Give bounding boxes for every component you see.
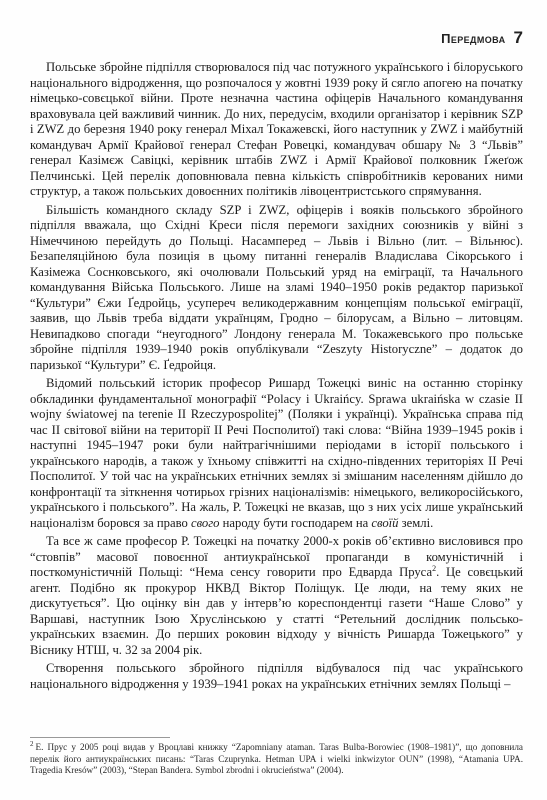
body-text	[30, 60, 523, 695]
paragraph	[30, 534, 523, 658]
footnote	[30, 739, 523, 777]
paragraph	[30, 203, 523, 374]
footnote-text: Е. Прус у 2005 році видав у Вроцлаві книжку “Zapomniany ataman. Taras Bulba-Borowiec (1908–1981)”, що доповнила перелік його антиукраїнських писань: “Taras Czuprynka. Hetman UPA i wielki inkwizytor OUN” (1998), “Atamania UPA. Tragedia Kresów” (2003), “Stepan Bandera. Symbol zbrodni i okrucieństwa” (2004).	[30, 742, 523, 775]
text-run: Створення польського збройного підпілля відбувалося під час українського національного відродження у 1939–1941 роках на українських етнічних землях Польщі –	[30, 661, 523, 691]
text-run: народу бути господарем на	[219, 515, 372, 530]
paragraph	[30, 60, 523, 200]
text-run: Та все ж саме професор Р. Тожецкі на початку 2000-х років об’єктивно висловився про “стовпів” масової повоєнної антиукраїнської пропаганди в комуністичній і посткомуністичній Польщі: “Нема сенсу говорити про Едварда Пруса	[30, 534, 523, 579]
footnotes	[30, 737, 523, 777]
emphasis: свого	[190, 515, 220, 530]
text-run: . Це совєцький агент. Подібно як прокурор НКВД Віктор Поліщук. Це люди, на тему яких не дискутується”. Цю оцінку він дав у інтерв’ю кореспондентці газети “Наше Слово” у Варшаві, наступник Ізою Хруслінською у статті “Ретельний дослідник польсько-українських взаємин. До перших роковин відходу у вічність Ришарда Тожецького” у Віснику НТШ, ч. 32 за 2004 рік.	[30, 565, 523, 657]
footnote-reference: 2	[432, 563, 437, 573]
text-run: Більшість командного складу SZP і ZWZ, офіцерів і вояків польського збройного підпілля вважала, що Східні Креси після перемоги західних союзників у війні з Німеччиною перейдуть до Польщі. Насамперед – Львів і Вільно (лит. – Вільнюс). Безапеляційною була позиція в цьому питанні генералів Владислава Сікорського і Казімежа Соснковського, які очолювали Польський уряд на еміграції, та Начального командування Війська Польського. Лише на зламі 1940–1950 років редактор паризької “Культури” Єжи Ґедройць, усупереч великодержавним концепціям польської еміграції, заявив, що Львів треба віддати українцям, Гродно – білорусам, а Вільно – литовцям. Невипадково спогади “неугодного” Лондону генерала М. Токажевського про польське збройне підпілля 1939–1940 років опублікували “Zeszyty Historyczne” – додаток до паризької “Культури” Є. Ґедройця.	[30, 202, 523, 372]
footnote-rule	[30, 737, 170, 738]
text-run: землі.	[398, 515, 434, 530]
running-header	[441, 27, 523, 49]
text-run: Відомий польський історик професор Ришард Тожецкі виніс на останню сторінку обкладинки фундаментальної монографії “Polacy i Ukraińcy. Sprawa ukraińska w czasie II wojny światowej na terenie II Rzeczypospolitej” (Поляки і українці). Українська справа під час ІІ світової війни на території ІІ Речі Посполитої) такі слова: “Війна 1939–1945 років і наступні 1945–1947 роки були найтрагічнішими періодами в історії польського і українського народів, а також у їхньому співжитті на східно-південних територіях ІІ Речі Посполитої. У той час на українських етнічних землях зі змішаним населенням дійшло до конфронтації та зіткнення чотирьох грізних націоналізмів: німецького, великоросійського, українського і польського”. На жаль, Р. Тожецкі не вказав, що з них усіх лише український націоналізм боровся за право	[30, 376, 523, 530]
paragraph	[30, 661, 523, 692]
text-run: Польське збройне підпілля створювалося під час потужного українського і білоруського національного відродження, що розпочалося у жовтні 1939 року й сягло апогею на початку німецько-совєцької війни. Проте незначна частина офіцерів Начального командування враховувала цей важливий чинник. До них, передусім, входили організатор і керівник SZP і ZWZ до березня 1940 року генерал Міхал Токажевскі, його наступник у ZWZ і майбутній командувач Армії Крайової генерал Стефан Ровецкі, командувач обшару № 3 “Львів” генерал Казімєж Савіцкі, керівник штабів ZWZ і Армії Крайової полковник Ґжеґож Пелчинські. Цей перелік доповнювала певна кількість співробітників керованих ними структур, а також польських довоєнних політиків лівоцентристського спрямування.	[30, 60, 523, 198]
section-title: Передмова	[441, 30, 506, 46]
footnote-mark: 2	[30, 739, 34, 748]
paragraph	[30, 376, 523, 531]
emphasis: своїй	[371, 515, 399, 530]
page-number: 7	[513, 28, 523, 47]
